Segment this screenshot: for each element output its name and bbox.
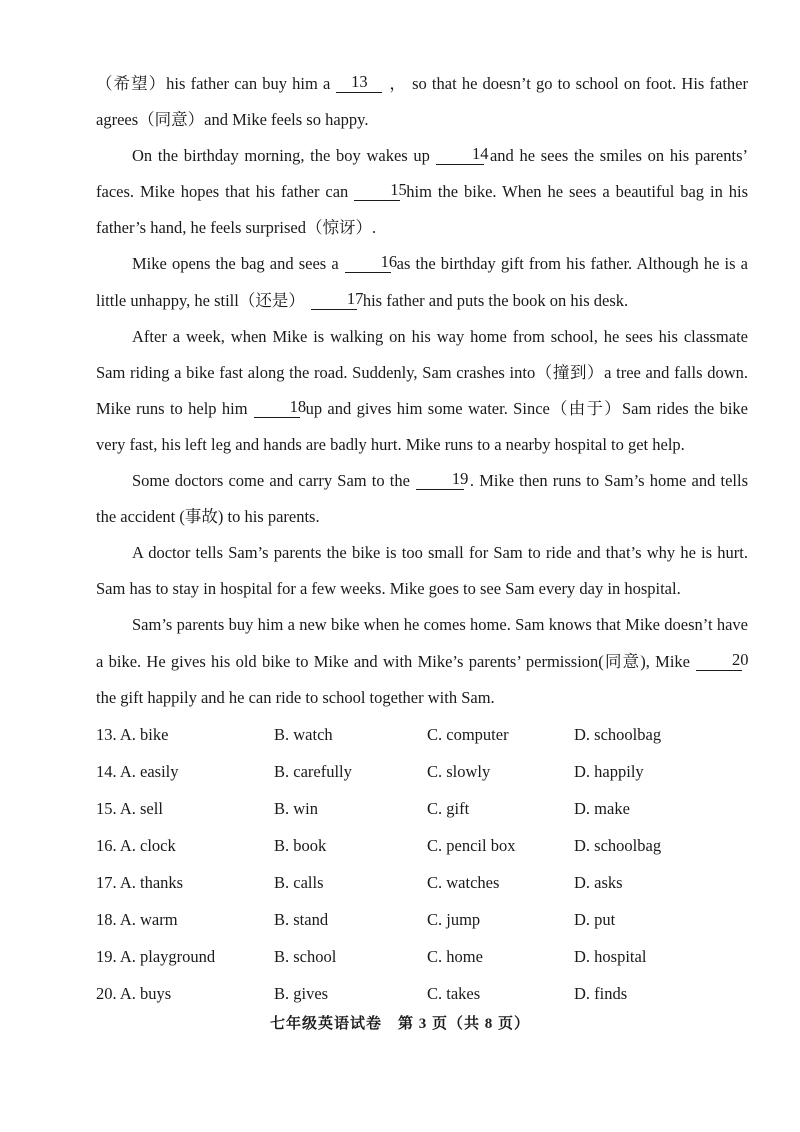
option-d: D. finds	[574, 984, 628, 1003]
option-a: 13. A. bike	[96, 725, 169, 744]
blank-20: 20	[696, 650, 742, 671]
blank-15: 15	[354, 180, 400, 201]
blank-19: 19	[416, 469, 464, 490]
option-row-13	[96, 716, 756, 753]
answer-options	[96, 716, 756, 1012]
option-d: D. happily	[574, 762, 644, 781]
page-footer: 七年级英语试卷 第 3 页（共 8 页）	[269, 1016, 530, 1032]
option-row-20	[96, 975, 756, 1012]
option-row-18	[96, 901, 756, 938]
cloze-passage	[96, 66, 748, 716]
option-d: D. hospital	[574, 947, 647, 966]
option-d: D. schoolbag	[574, 725, 662, 744]
option-d: D. make	[574, 799, 630, 818]
option-b: B. stand	[274, 910, 329, 929]
option-b: B. book	[274, 836, 327, 855]
option-b: B. win	[274, 799, 319, 818]
option-a: 17. A. thanks	[96, 873, 184, 892]
option-row-14	[96, 753, 756, 790]
paragraph-1: （希望）his father can buy him a 13 ， so that he doesn’t go to school on foot. His father agrees（同意）and Mike feels so happy.	[96, 72, 748, 130]
paragraph-2: On the birthday morning, the boy wakes up 14and he sees the smiles on his parents’ faces. Mike hopes that his father can 15him the bike. When he sees a beautiful bag in his father’s hand, he feels surprised（惊讶）.	[96, 144, 749, 238]
blank-13: 13	[336, 72, 382, 93]
option-c: C. slowly	[427, 762, 491, 781]
blank-14: 14	[436, 144, 484, 165]
option-c: C. pencil box	[427, 836, 516, 855]
blank-17: 17	[311, 289, 357, 310]
option-c: C. computer	[427, 725, 509, 744]
option-a: 19. A. playground	[96, 947, 216, 966]
paragraph-4: After a week, when Mike is walking on his way home from school, he sees his classmate Sam riding a bike fast along the road. Suddenly, Sam crashes into（撞到）a tree and falls down. Mike runs to help him 18up and gives him some water. Since（由于）Sam rides the bike very fast, his left leg and hands are badly hurt. Mike runs to a nearby hospital to get help.	[96, 326, 748, 454]
paragraph-7: Sam’s parents buy him a new bike when he comes home. Sam knows that Mike doesn’t have a bike. He gives his old bike to Mike and with Mike’s parents’ permission(同意), Mike 20the gift happily and he can ride to school together with Sam.	[96, 615, 749, 707]
option-b: B. watch	[274, 725, 333, 744]
paragraph-6: A doctor tells Sam’s parents the bike is too small for Sam to ride and that’s why he is hurt. Sam has to stay in hospital for a few weeks. Mike goes to see Sam every day in hospital.	[96, 543, 748, 599]
blank-16: 16	[345, 252, 391, 273]
option-c: C. jump	[427, 910, 481, 929]
option-c: C. gift	[427, 799, 470, 818]
option-row-16	[96, 827, 756, 864]
option-a: 14. A. easily	[96, 762, 179, 781]
option-a: 16. A. clock	[96, 836, 176, 855]
option-b: B. school	[274, 947, 337, 966]
paragraph-5: Some doctors come and carry Sam to the 19. Mike then runs to Sam’s home and tells the accident (事故) to his parents.	[96, 469, 748, 527]
option-a: 18. A. warm	[96, 910, 178, 929]
option-a: 20. A. buys	[96, 984, 172, 1003]
option-b: B. carefully	[274, 762, 352, 781]
option-c: C. takes	[427, 984, 481, 1003]
option-d: D. put	[574, 910, 616, 929]
blank-18: 18	[254, 397, 300, 418]
option-a: 15. A. sell	[96, 799, 163, 818]
option-row-19	[96, 938, 756, 975]
paragraph-3: Mike opens the bag and sees a 16as the birthday gift from his father. Although he is a little unhappy, he still（还是） 17his father and puts the book on his desk.	[96, 252, 748, 310]
option-b: B. calls	[274, 873, 324, 892]
option-d: D. asks	[574, 873, 623, 892]
option-d: D. schoolbag	[574, 836, 662, 855]
option-c: C. home	[427, 947, 483, 966]
option-b: B. gives	[274, 984, 329, 1003]
option-row-17	[96, 864, 756, 901]
option-c: C. watches	[427, 873, 500, 892]
option-row-15	[96, 790, 756, 827]
